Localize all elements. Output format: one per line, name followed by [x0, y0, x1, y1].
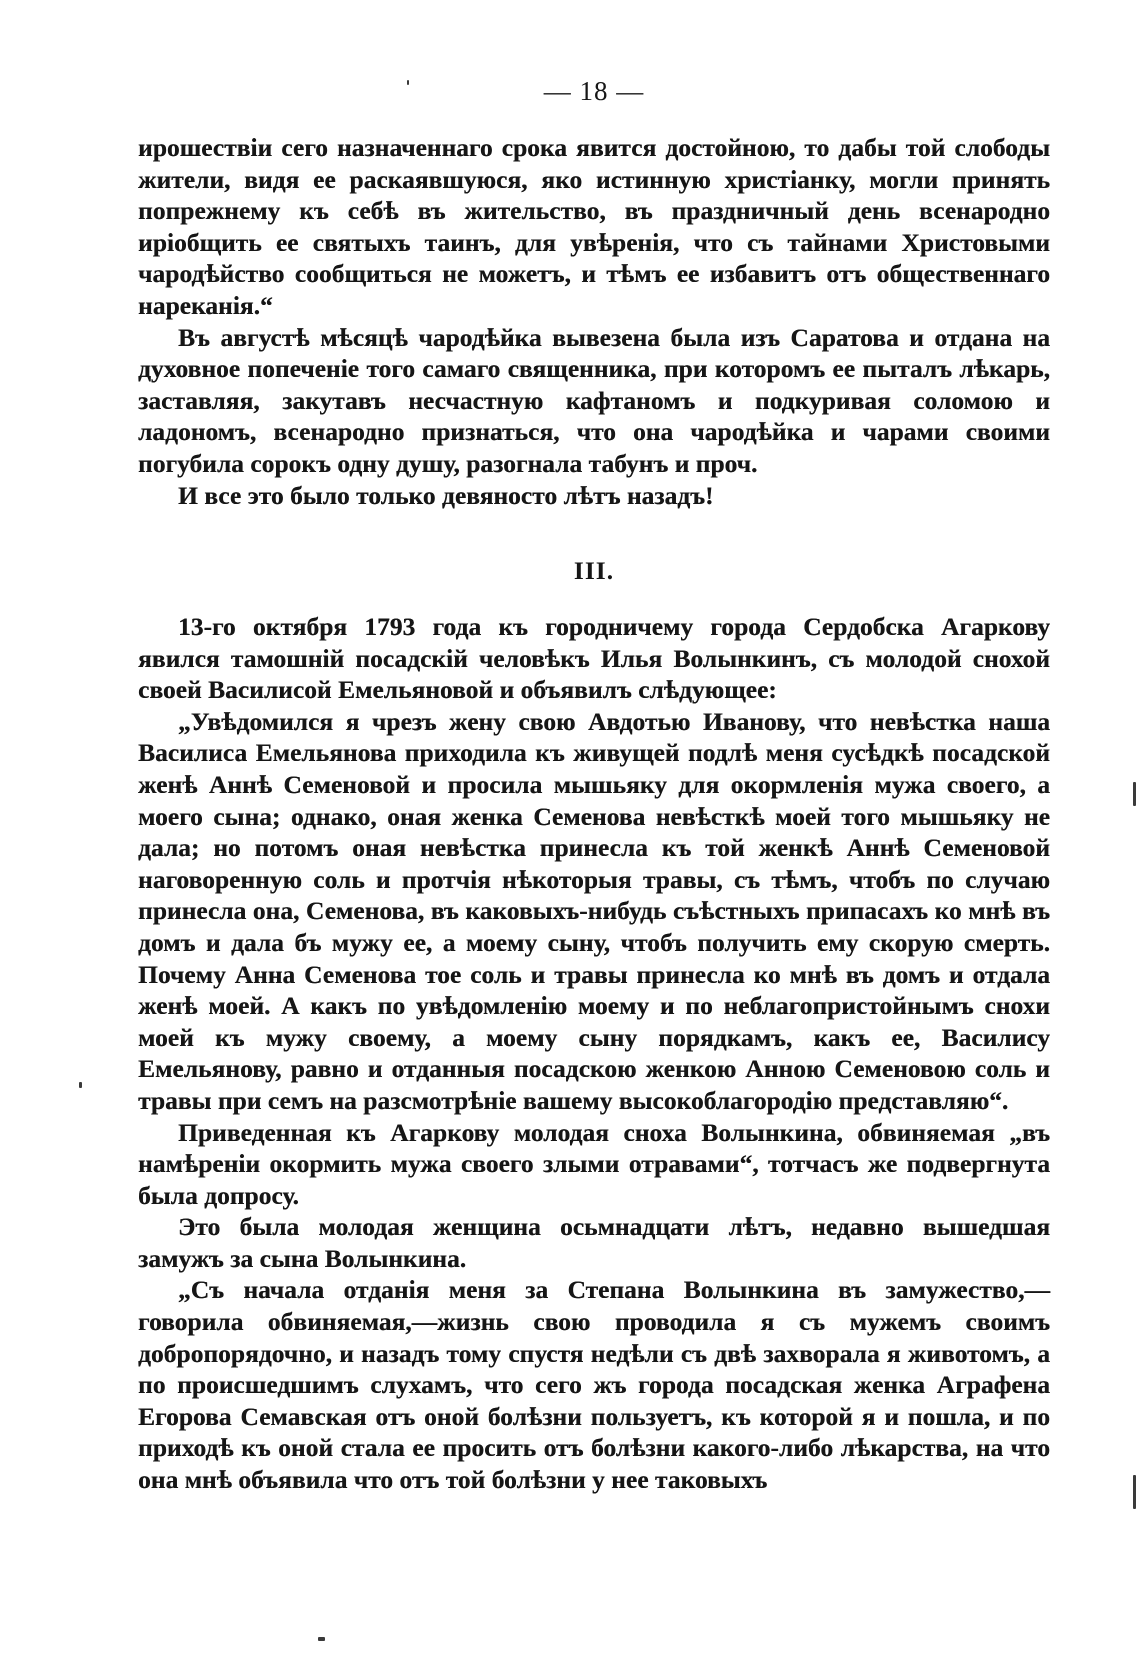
scan-speck — [79, 1082, 82, 1088]
paragraph-continuation: ирошествіи сего назначеннаго срока явится достойною, то дабы той слободы жители, видя ее раскаявшуюся, яко истинную христіанку, могли принять попрежнему къ себѣ въ жительство, въ праздничный день всенародно иріобщить ее святыхъ таинъ, для увѣренія, что съ тайнами Христовыми чародѣйство сообщиться не можетъ, и тѣмъ ее избавитъ отъ общественнаго нареканія.“ — [138, 133, 1050, 320]
scan-speck — [1133, 1475, 1136, 1509]
text-block-bottom — [138, 611, 1050, 1496]
text-block-top — [138, 132, 1050, 511]
paragraph-ninety-years: И все это было только девяносто лѣтъ назадъ! — [178, 480, 714, 510]
page-number: — 18 — — [543, 76, 645, 106]
scan-speck — [318, 1637, 325, 1641]
section-heading: III. — [573, 556, 615, 585]
scan-speck — [1133, 782, 1136, 806]
paragraph-young-woman: Это была молодая женщина осьмнадцати лѣтъ, недавно вышедшая замужъ за сына Волынкина. — [138, 1212, 1050, 1273]
scan-speck — [407, 80, 409, 85]
paragraph-august: Въ августѣ мѣсяцѣ чародѣйка вывезена была изъ Саратова и отдана на духовное попеченіе того самаго священника, при которомъ ее пыталъ лѣкарь, заставляя, закутавъ несчастную кафтаномъ и подкуривая соломою и ладономъ, всенародно признаться, что она чародѣйка и чарами своими погубила сорокъ одну душу, разогнала табунъ и проч. — [138, 322, 1050, 478]
paragraph-quoted-declaration: „Увѣдомился я чрезъ жену свою Авдотью Иванову, что невѣстка наша Василиса Емельянова приходила къ живущей подлѣ меня сусѣдкѣ посадской женѣ Аннѣ Семеновой и просила мышьяку для окормленія мужа своего, а моего сына; однако, оная женка Семенова невѣсткѣ моей того мышьяку не дала; но потомъ оная невѣстка принесла къ той женкѣ Аннѣ Семеновой наговоренную соль и протчія нѣкоторыя травы, съ тѣмъ, чтобъ по случаю принесла она, Семенова, въ каковыхъ-нибудь съѣстныхъ припасахъ ко мнѣ въ домъ и дала бъ мужу ее, а моему сыну, чтобъ получить ему скорую смерть. Почему Анна Семенова тое соль и травы принесла ко мнѣ въ домъ и отдала женѣ моей. А какъ по увѣдомленію моему и по неблагопристойнымъ снохи моей къ мужу своему, а моему сыну порядкамъ, какъ ее, Василису Емельянову, равно и отданныя посадскою женкою Анною Семеновою соль и травы при семъ на разсмотрѣніе вашему высокоблагородію представляю“. — [138, 706, 1050, 1115]
book-page — [138, 0, 1050, 1673]
paragraph-october-1793: 13-го октября 1793 года къ городничему города Сердобска Агаркову явился тамошній посадскій человѣкъ Илья Волынкинъ, съ молодой снохой своей Василисой Емельяновой и объявилъ слѣдующее: — [138, 612, 1050, 705]
paragraph-interrogation: Приведенная къ Агаркову молодая сноха Волынкина, обвиняемая „въ намѣреніи окормить мужа своего злыми отравами“, тотчасъ же подвергнута была допросу. — [138, 1117, 1050, 1210]
paragraph-testimony: „Съ начала отданія меня за Степана Волынкина въ замужество,— говорила обвиняемая,—жизнь свою проводила я съ мужемъ своимъ добропорядочно, и назадъ тому спустя недѣли съ двѣ захворала я животомъ, а по происшедшимъ слухамъ, что сего жъ города посадская женка Аграфена Егорова Семавская отъ оной болѣзни пользуетъ, къ которой я и пошла, и по приходѣ къ оной стала ее просить отъ болѣзни какого-либо лѣкарства, на что она мнѣ объявила что отъ той болѣзни у нее таковыхъ — [138, 1275, 1050, 1495]
